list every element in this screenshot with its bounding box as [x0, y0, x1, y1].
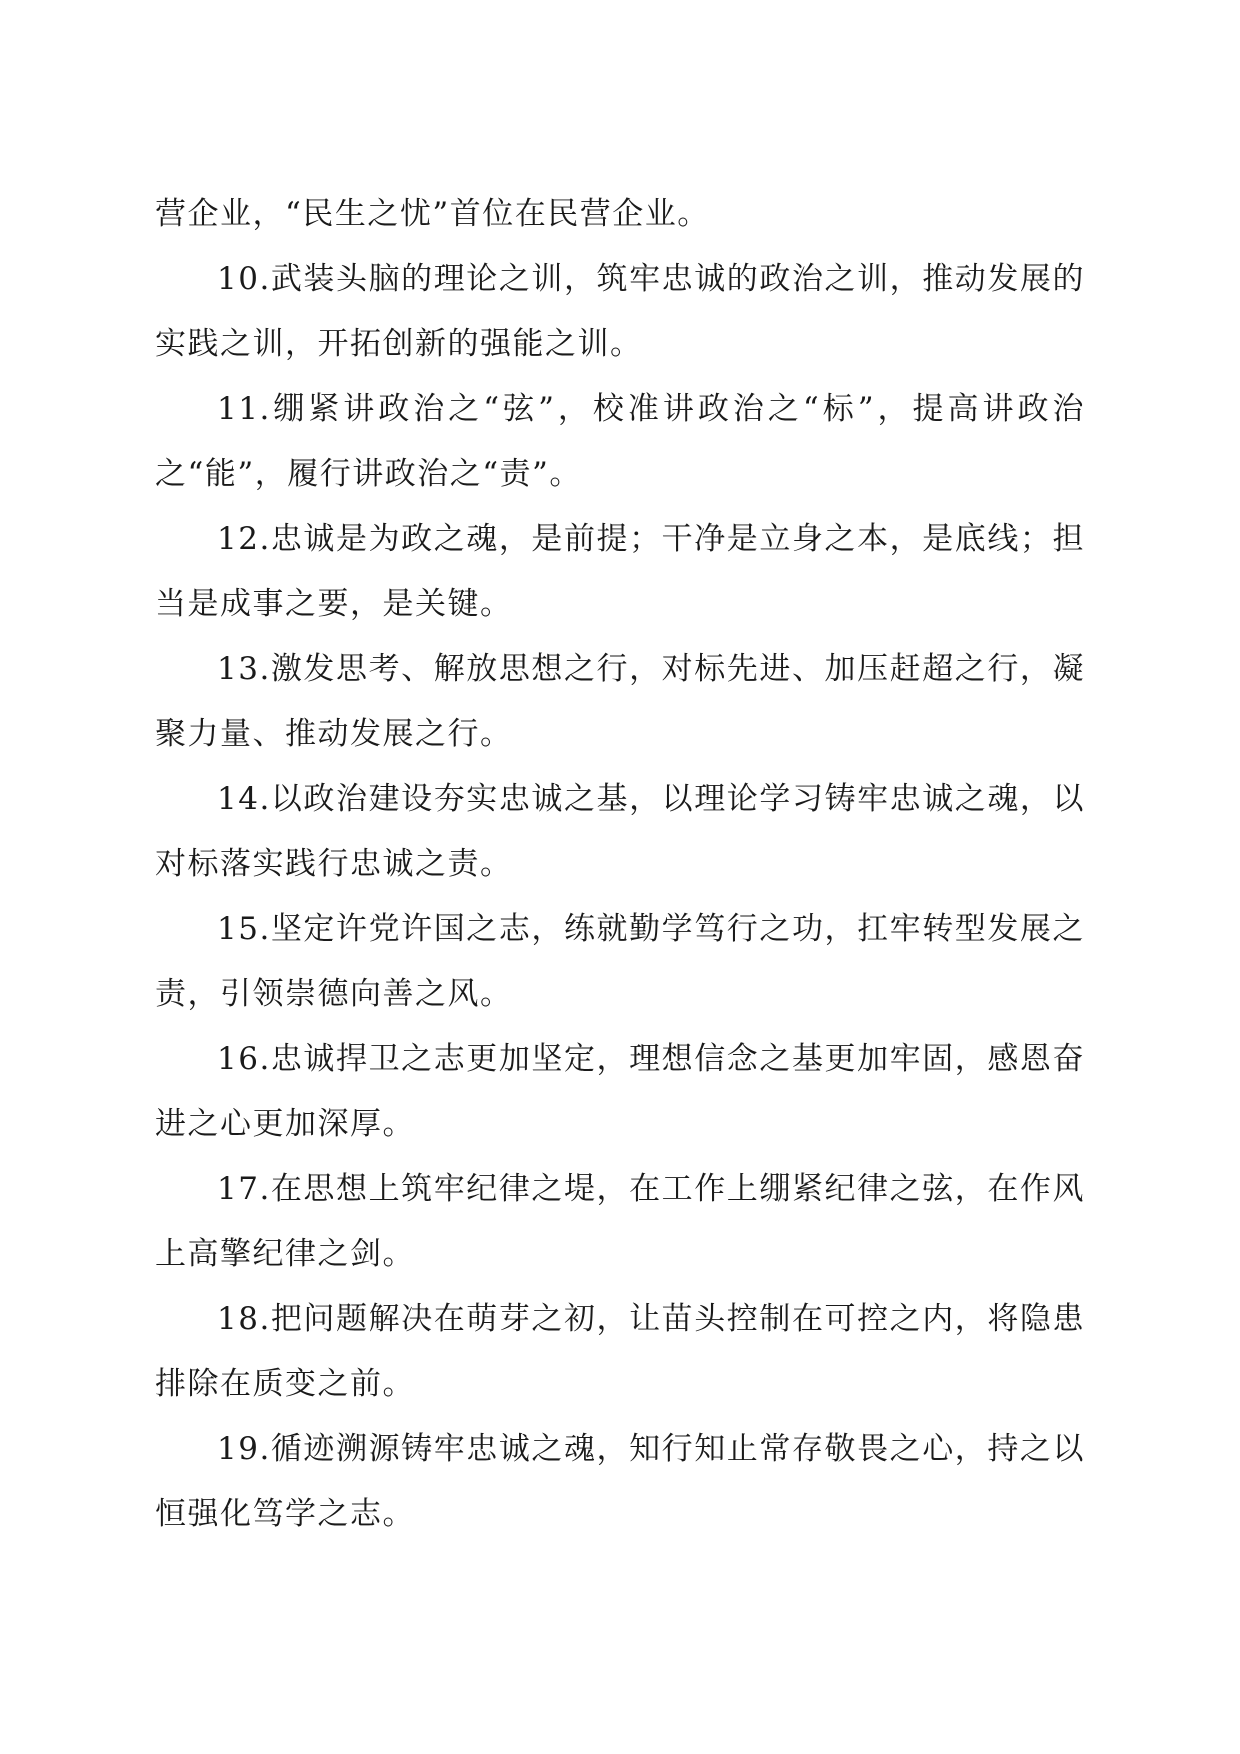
paragraph-item-16: 16.忠诚捍卫之志更加坚定，理想信念之基更加牢固，感恩奋进之心更加深厚。 — [155, 1041, 1085, 1142]
paragraph-continuation: 营企业，“民生之忧”首位在民营企业。 — [155, 196, 710, 232]
paragraph-item-17: 17.在思想上筑牢纪律之堤，在工作上绷紧纪律之弦，在作风上高擎纪律之剑。 — [155, 1171, 1085, 1272]
paragraph-item-11: 11.绷紧讲政治之“弦”，校准讲政治之“标”，提高讲政治之“能”，履行讲政治之“责”。 — [155, 391, 1085, 492]
document-page — [155, 182, 1085, 1547]
paragraph-item-13: 13.激发思考、解放思想之行，对标先进、加压赶超之行，凝聚力量、推动发展之行。 — [155, 651, 1085, 752]
paragraph-item-19: 19.循迹溯源铸牢忠诚之魂，知行知止常存敬畏之心，持之以恒强化笃学之志。 — [155, 1431, 1085, 1532]
paragraph-item-18: 18.把问题解决在萌芽之初，让苗头控制在可控之内，将隐患排除在质变之前。 — [155, 1301, 1085, 1402]
paragraph-item-12: 12.忠诚是为政之魂，是前提；干净是立身之本，是底线；担当是成事之要，是关键。 — [155, 521, 1085, 622]
paragraph-item-10: 10.武装头脑的理论之训，筑牢忠诚的政治之训，推动发展的实践之训，开拓创新的强能之训。 — [155, 261, 1085, 362]
paragraph-item-15: 15.坚定许党许国之志，练就勤学笃行之功，扛牢转型发展之责，引领崇德向善之风。 — [155, 911, 1085, 1012]
paragraph-item-14: 14.以政治建设夯实忠诚之基，以理论学习铸牢忠诚之魂，以对标落实践行忠诚之责。 — [155, 781, 1085, 882]
